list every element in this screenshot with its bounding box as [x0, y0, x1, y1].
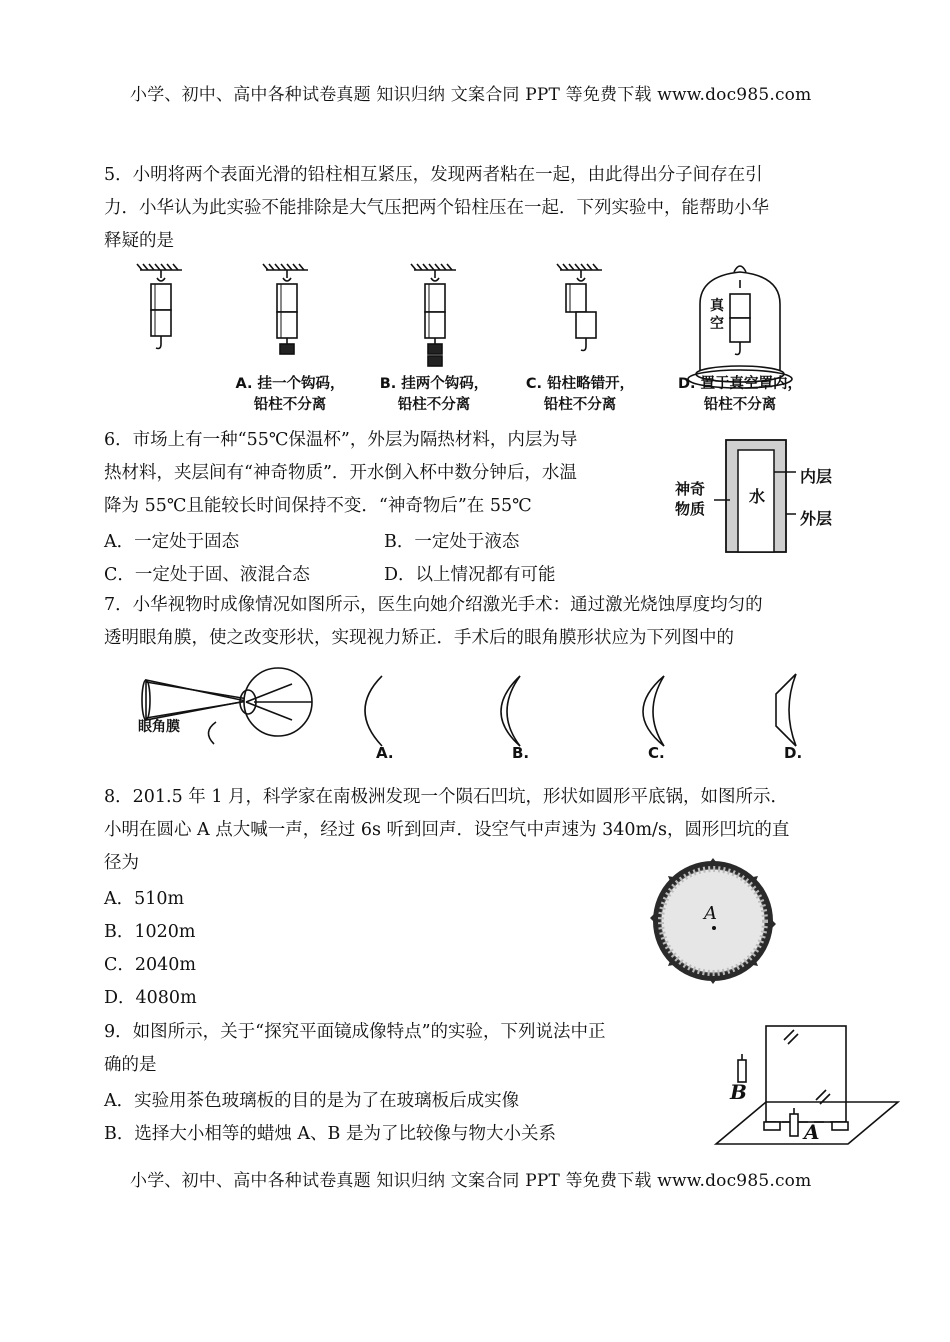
q7-text-line2: 透明眼角膜，使之改变形状，实现视力矫正．手术后的眼角膜形状应为下列图中的: [104, 628, 734, 648]
q9-candle-b-label: B: [730, 1080, 747, 1104]
q6-text-line1: 6．市场上有一种“55℃保温杯”，外层为隔热材料，内层为导: [104, 430, 578, 450]
q6-fig-magic-2: 物质: [675, 500, 706, 518]
q5-figure-c: [411, 264, 456, 366]
q8-option-d: D．4080m: [104, 988, 197, 1008]
q9-text-line2: 确的是: [104, 1055, 157, 1075]
q5-figure-vacuum-bell: [688, 266, 792, 388]
q6-option-c: C．一定处于固、液混合态: [104, 565, 310, 585]
page-footer: 小学、初中、高中各种试卷真题 知识归纳 文案合同 PPT 等免费下载 www.doc985.com: [130, 1171, 812, 1191]
q8-text-line3: 径为: [104, 853, 139, 873]
vacuum-label-1: 真: [710, 298, 724, 314]
q6-text-line2: 热材料，夹层间有“神奇物质”．开水倒入杯中数分钟后，水温: [104, 463, 577, 483]
q7-choice-d: D.: [784, 744, 803, 762]
q5-option-c: C. 铅柱略错开， 铅柱不分离: [525, 376, 635, 413]
q6-option-a: A．一定处于固态: [104, 532, 240, 552]
q8-option-a: A．510m: [104, 889, 185, 909]
q7-text-line1: 7．小华视物时成像情况如图所示，医生向她介绍激光手术：通过激光烧蚀厚度均匀的: [104, 595, 763, 615]
q9-candle-a-label: A: [804, 1120, 820, 1144]
q5-option-b: B. 挂两个钩码， 铅柱不分离: [379, 376, 489, 413]
q7-choice-b: B.: [512, 744, 530, 762]
q5-figure-d: [557, 264, 602, 351]
q6-fig-outer: 外层: [800, 509, 833, 528]
q6-option-b: B．一定处于液态: [384, 532, 520, 552]
q8-text-line2: 小明在圆心 A 点大喊一声，经过 6s 听到回声．设空气中声速为 340m/s，圆形凹坑的直: [104, 820, 790, 840]
q5-figure-b: [263, 264, 308, 354]
q9-option-a: A．实验用茶色玻璃板的目的是为了在玻璃板后成实像: [104, 1091, 520, 1111]
q8-option-c: C．2040m: [104, 955, 197, 975]
page-header: 小学、初中、高中各种试卷真题 知识归纳 文案合同 PPT 等免费下载 www.doc985.com: [130, 85, 812, 105]
q5-text-line1: 5．小明将两个表面光滑的铅柱相互紧压，发现两者粘在一起，由此得出分子间存在引: [104, 165, 763, 185]
q7-eye-figure: [136, 668, 836, 768]
q6-fig-inner: 内层: [800, 467, 833, 486]
q5-text-line2: 力．小华认为此实验不能排除是大气压把两个铅柱压在一起．下列实验中，能帮助小华: [104, 198, 769, 218]
q8-option-b: B．1020m: [104, 922, 196, 942]
q8-text-line1: 8．201.5 年 1 月，科学家在南极洲发现一个陨石凹坑，形状如圆形平底锅，如图所示．: [104, 787, 789, 807]
q6-text-line3: 降为 55℃且能较长时间保持不变．“神奇物后”在 55℃: [104, 496, 532, 516]
q9-option-b: B．选择大小相等的蜡烛 A、B 是为了比较像与物大小关系: [104, 1124, 556, 1144]
q5-figure-a: [137, 264, 182, 349]
q6-fig-water: 水: [749, 487, 766, 506]
q7-choice-a: A.: [376, 744, 394, 762]
q5-option-d: D. 置于真空罩内， 铅柱不分离: [677, 376, 803, 413]
q6-option-d: D．以上情况都有可能: [384, 565, 556, 585]
q7-cornea-label: 眼角膜: [138, 719, 180, 735]
q5-text-line3: 释疑的是: [104, 231, 174, 251]
q8-point-label: A: [704, 903, 717, 924]
q7-choice-c: C.: [648, 744, 665, 762]
q6-fig-magic-1: 神奇: [675, 480, 706, 498]
q9-text-line1: 9．如图所示，关于“探究平面镜成像特点”的实验，下列说法中正: [104, 1022, 606, 1042]
vacuum-label-2: 空: [710, 316, 724, 332]
q5-option-a: A. 挂一个钩码， 铅柱不分离: [235, 376, 345, 413]
